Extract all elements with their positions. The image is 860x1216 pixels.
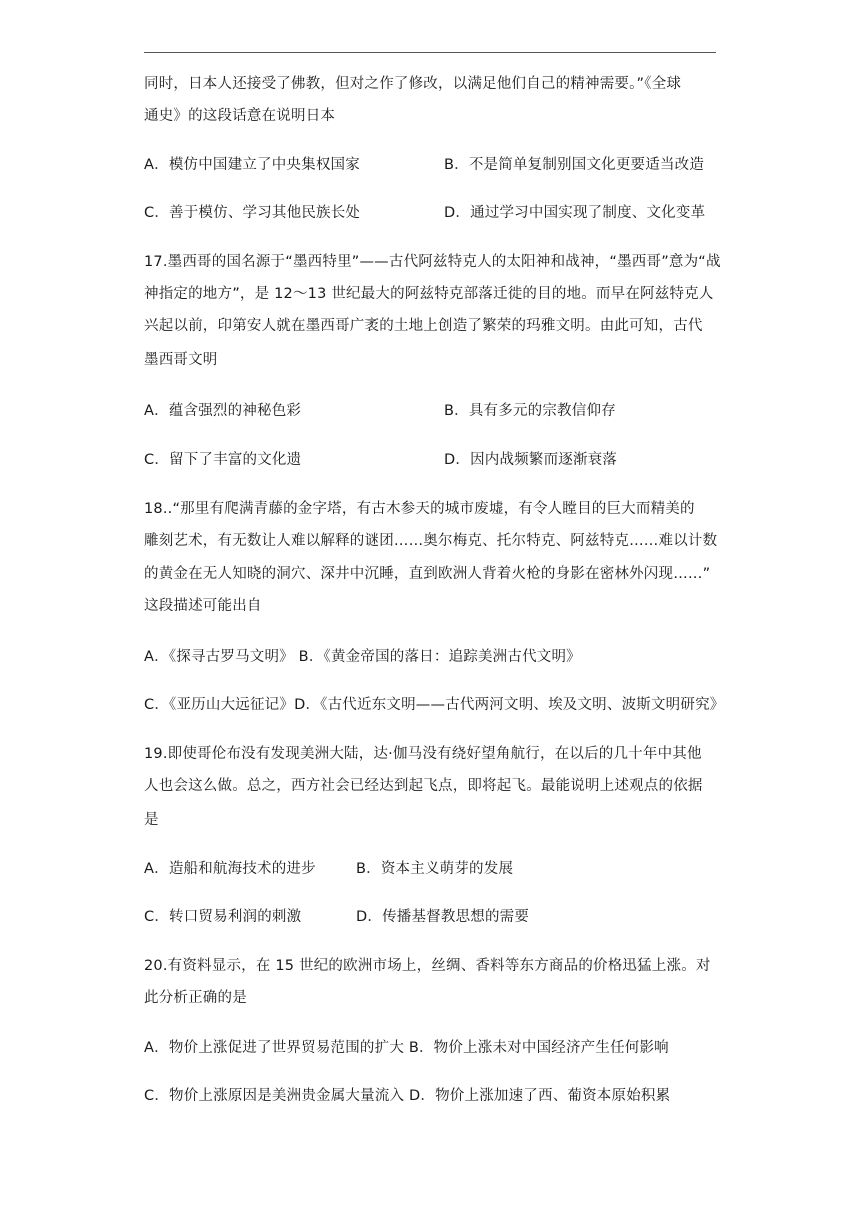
q19-option-b: B．资本主义萌芽的发展 xyxy=(356,861,514,877)
q16-option-d: D．通过学习中国实现了制度、文化变革 xyxy=(444,205,706,221)
q16-option-c: C．善于模仿、学习其他民族长处 xyxy=(144,205,361,221)
header-rule xyxy=(144,52,716,53)
q17-option-b: B．具有多元的宗教信仰存 xyxy=(444,403,616,419)
q18-options-ab: A．《探寻古罗马文明》 B．《黄金帝国的落日：追踪美洲古代文明》 xyxy=(144,649,581,665)
intro-line-1: 同时，日本人还接受了佛教，但对之作了修改，以满足他们自己的精神需要。”《全球 xyxy=(144,76,682,92)
q19-option-a: A．造船和航海技术的进步 xyxy=(144,861,316,877)
q18-stem-line-4: 这段描述可能出自 xyxy=(144,598,262,614)
q17-stem-line-2: 神指定的地方”，是 12～13 世纪最大的阿兹特克部落迁徙的目的地。而早在阿兹特克人 xyxy=(144,286,714,302)
intro-line-2: 通史》的这段话意在说明日本 xyxy=(144,108,336,124)
q18-stem-line-1: 18..“那里有爬满青藤的金字塔，有古木参天的城市废墟，有令人瞠目的巨大而精美的 xyxy=(144,501,695,517)
q19-stem-line-3: 是 xyxy=(144,812,159,828)
q19-option-d: D．传播基督教思想的需要 xyxy=(356,909,530,925)
q17-stem-line-4: 墨西哥文明 xyxy=(144,352,218,368)
q19-stem-line-1: 19.即使哥伦布没有发现美洲大陆，达·伽马没有绕好望角航行，在以后的几十年中其他 xyxy=(144,746,702,762)
q20-options-cd: C．物价上涨原因是美洲贵金属大量流入 D．物价上涨加速了西、葡资本原始积累 xyxy=(144,1088,671,1104)
q17-option-c: C．留下了丰富的文化遗 xyxy=(144,452,302,468)
q19-stem-line-2: 人也会这么做。总之，西方社会已经达到起飞点，即将起飞。最能说明上述观点的依据 xyxy=(144,778,703,794)
q17-option-a: A．蕴含强烈的神秘色彩 xyxy=(144,403,302,419)
q19-option-c: C．转口贸易利润的刺激 xyxy=(144,909,302,925)
q18-options-cd: C．《亚历山大远征记》D．《古代近东文明——古代两河文明、埃及文明、波斯文明研究》 xyxy=(144,697,725,713)
q17-stem-line-1: 17.墨西哥的国名源于“墨西特里”——古代阿兹特克人的太阳神和战神，“墨西哥”意为“战 xyxy=(144,254,721,270)
q18-stem-line-2: 雕刻艺术，有无数让人难以解释的谜团……奥尔梅克、托尔特克、阿兹特克……难以计数 xyxy=(144,533,718,549)
q20-options-ab: A．物价上涨促进了世界贸易范围的扩大 B．物价上涨未对中国经济产生任何影响 xyxy=(144,1040,669,1056)
q18-stem-line-3: 的黄金在无人知晓的洞穴、深井中沉睡，直到欧洲人背着火枪的身影在密林外闪现……” xyxy=(144,566,711,582)
q17-option-d: D．因内战频繁而逐渐衰落 xyxy=(444,452,618,468)
q16-option-b: B．不是简单复制别国文化更要适当改造 xyxy=(444,157,705,173)
q20-stem-line-2: 此分析正确的是 xyxy=(144,990,247,1006)
q17-stem-line-3: 兴起以前，印第安人就在墨西哥广袤的土地上创造了繁荣的玛雅文明。由此可知，古代 xyxy=(144,318,703,334)
q16-option-a: A．模仿中国建立了中央集权国家 xyxy=(144,157,360,173)
q20-stem-line-1: 20.有资料显示，在 15 世纪的欧洲市场上，丝绸、香料等东方商品的价格迅猛上涨。对 xyxy=(144,958,711,974)
